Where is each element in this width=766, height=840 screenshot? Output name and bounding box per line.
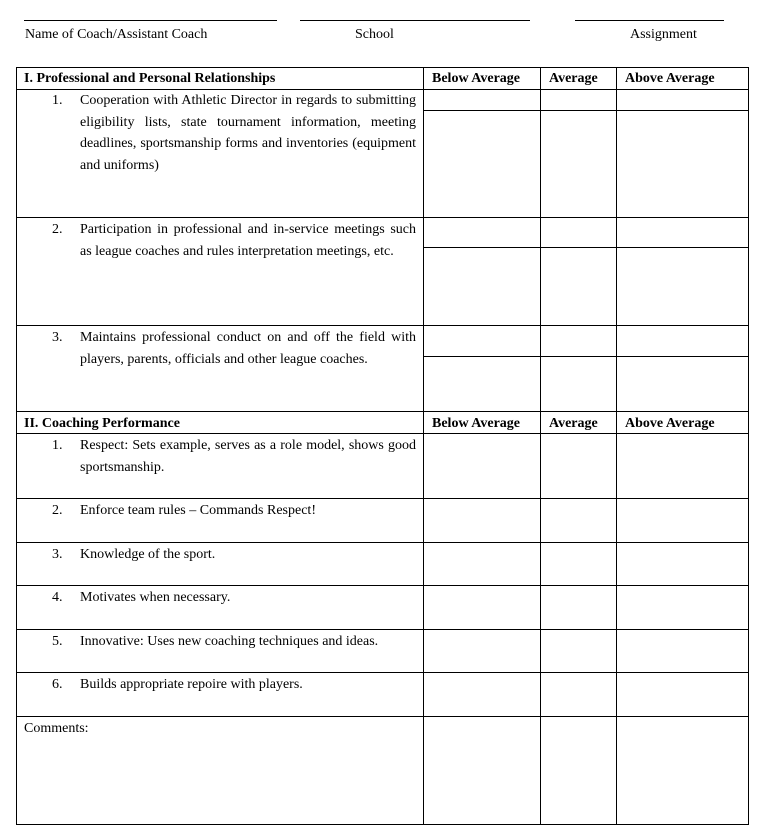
item-description: Respect: Sets example, serves as a role model, shows good sportsmanship. xyxy=(80,438,416,475)
table-border xyxy=(16,67,749,68)
school-label: School xyxy=(355,27,394,42)
rating-subdivider xyxy=(423,356,749,357)
item-description: Motivates when necessary. xyxy=(80,590,231,605)
item-description: Maintains professional conduct on and off the field with players, parents, officials and other league coaches. xyxy=(80,330,416,367)
table-border xyxy=(16,824,749,825)
coach-name-label: Name of Coach/Assistant Coach xyxy=(25,27,208,42)
item-number: 1. xyxy=(52,93,63,108)
row-divider xyxy=(16,585,749,586)
rating-subdivider xyxy=(423,247,749,248)
item-number: 4. xyxy=(52,590,63,605)
rating-subdivider xyxy=(423,110,749,111)
assignment-line[interactable] xyxy=(575,20,724,21)
row-divider xyxy=(16,433,749,434)
item-number: 3. xyxy=(52,547,63,562)
section-2-title: II. Coaching Performance xyxy=(24,416,180,431)
column-divider xyxy=(540,67,541,825)
item-number: 3. xyxy=(52,330,63,345)
item-description: Innovative: Uses new coaching techniques and ideas. xyxy=(80,634,379,649)
section-1-title: I. Professional and Personal Relationships xyxy=(24,71,276,86)
item-number: 1. xyxy=(52,438,63,453)
item-number: 5. xyxy=(52,634,63,649)
column-header-average: Average xyxy=(549,71,598,86)
row-divider xyxy=(16,217,749,218)
column-header-below-average: Below Average xyxy=(432,71,520,86)
item-number: 2. xyxy=(52,222,63,237)
item-description: Enforce team rules – Commands Respect! xyxy=(80,503,316,518)
table-border xyxy=(16,67,17,825)
row-divider xyxy=(16,542,749,543)
comments-label: Comments: xyxy=(24,721,89,736)
column-header-below-average: Below Average xyxy=(432,416,520,431)
item-description: Cooperation with Athletic Director in regards to submitting eligibility lists, state tournament information, meeting deadlines, sportsmanship forms and inventories (equipment and uniforms) xyxy=(80,93,416,173)
row-divider xyxy=(16,411,749,412)
item-number: 2. xyxy=(52,503,63,518)
row-divider xyxy=(16,716,749,717)
table-border xyxy=(748,67,749,825)
school-line[interactable] xyxy=(300,20,530,21)
column-divider xyxy=(616,67,617,825)
column-header-above-average: Above Average xyxy=(625,416,715,431)
item-number: 6. xyxy=(52,677,63,692)
coach-name-line[interactable] xyxy=(24,20,277,21)
column-header-average: Average xyxy=(549,416,598,431)
row-divider xyxy=(16,629,749,630)
column-divider xyxy=(423,67,424,825)
row-divider xyxy=(16,325,749,326)
item-description: Builds appropriate repoire with players. xyxy=(80,677,303,692)
row-divider xyxy=(16,672,749,673)
item-description: Knowledge of the sport. xyxy=(80,547,216,562)
row-divider xyxy=(16,498,749,499)
item-description: Participation in professional and in-service meetings such as league coaches and rules interpretation meetings, etc. xyxy=(80,222,416,259)
assignment-label: Assignment xyxy=(630,27,697,42)
column-header-above-average: Above Average xyxy=(625,71,715,86)
